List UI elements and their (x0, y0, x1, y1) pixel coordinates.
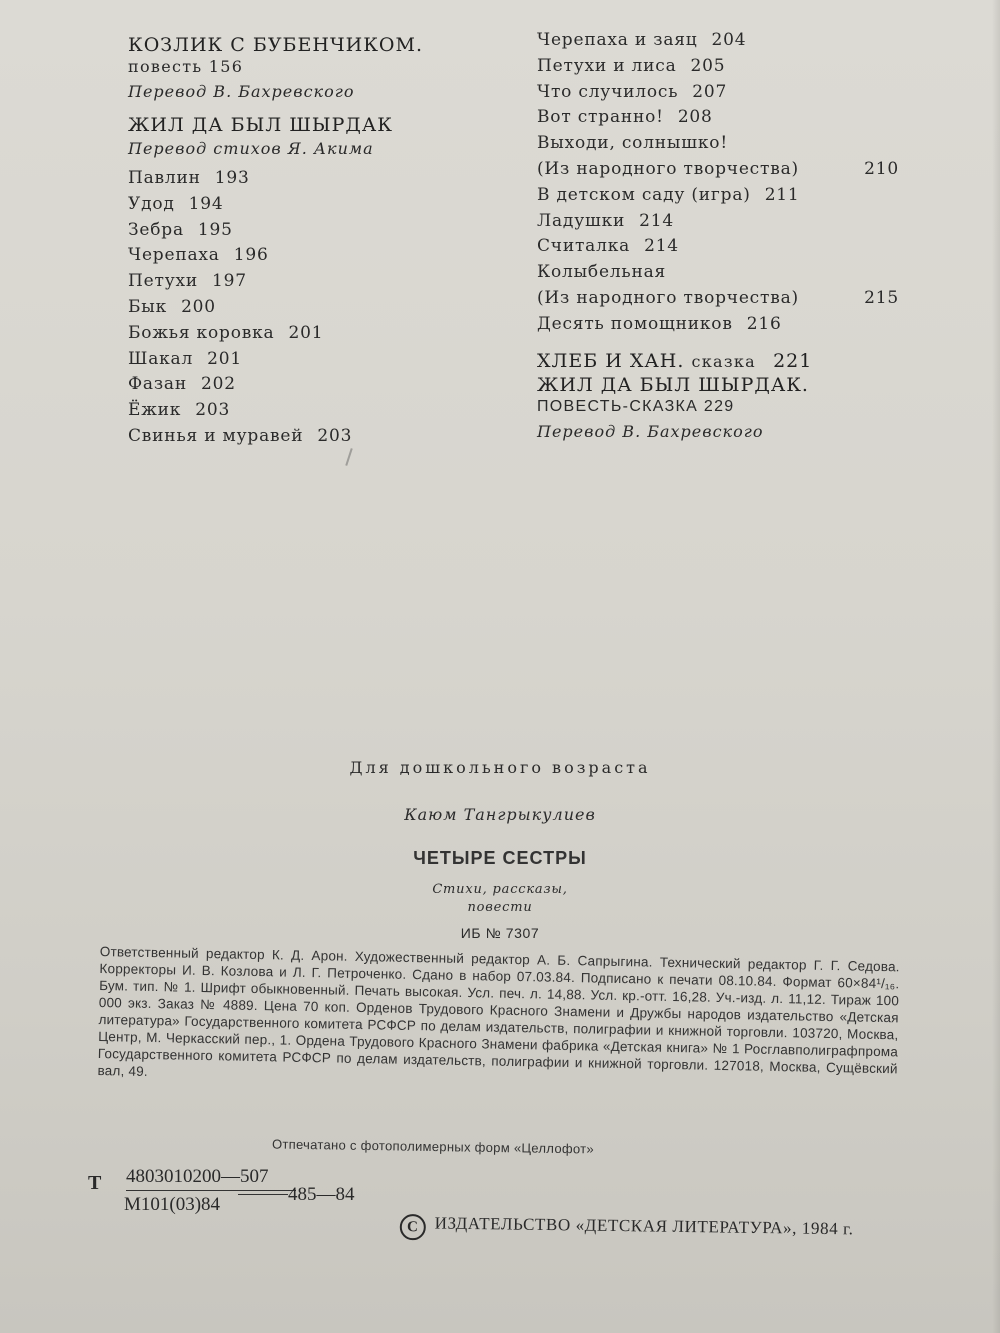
toc-entry-page: 207 (692, 81, 728, 102)
toc-entry-title: Десять помощников (537, 313, 733, 334)
toc-list-right (537, 28, 907, 338)
section-page-hleb: 221 (773, 349, 813, 372)
toc-entry-title: Считалка (537, 236, 631, 257)
toc-entry (128, 321, 508, 347)
ib-number: ИБ № 7307 (460, 925, 540, 941)
toc-entry (128, 192, 508, 218)
toc-entry (128, 424, 508, 450)
toc-entry-page: 211 (764, 184, 800, 205)
code-top: 4803010200—507 (126, 1166, 296, 1191)
toc-entry-page: 193 (214, 168, 250, 188)
code-right: 485—84 (288, 1184, 355, 1205)
toc-entry-page: 202 (200, 374, 236, 395)
toc-entry-page: 201 (288, 322, 324, 343)
code-divider (238, 1194, 288, 1195)
toc-right-column (537, 28, 907, 441)
section-title-hleb-text: ХЛЕБ И ХАН. (537, 349, 685, 372)
toc-entry (537, 54, 907, 80)
genre-line-1: Стихи, рассказы, (432, 882, 568, 897)
section-subtitle-kozlik: повесть 156 (128, 57, 244, 76)
toc-entry-page: 203 (195, 400, 231, 421)
toc-entry (128, 218, 508, 244)
toc-entry-page: 196 (233, 245, 269, 266)
toc-entry-page: 215 (864, 287, 899, 308)
toc-entry (537, 234, 907, 260)
toc-entry (128, 269, 508, 295)
toc-entry-page: 216 (746, 313, 782, 334)
toc-entry-page: 208 (677, 107, 713, 128)
author-name: Каюм Тангрыкулиев (404, 805, 596, 824)
toc-entry (537, 157, 899, 183)
toc-entry-title: Бык (128, 296, 168, 317)
toc-entry-page: 195 (197, 219, 233, 240)
toc-entry-title: Петухи и лиса (537, 55, 677, 76)
copyright-icon: C (400, 1214, 426, 1240)
section-subtitle-shyrdak-story: ПОВЕСТЬ-СКАЗКА 229 (537, 397, 735, 415)
toc-entry-title: Ладушки (537, 210, 626, 231)
toc-entry-page: 214 (644, 236, 679, 257)
toc-entry (537, 209, 907, 235)
toc-entry-page: 197 (212, 271, 247, 292)
toc-entry-title: Петухи (128, 271, 199, 292)
toc-entry (128, 295, 508, 321)
toc-entry (537, 80, 907, 106)
toc-entry (537, 28, 907, 54)
toc-entry (537, 131, 907, 157)
toc-entry-title: Что случилось (537, 81, 679, 102)
section-title-shyrdak: ЖИЛ ДА БЫЛ ШЫРДАК (128, 114, 393, 136)
toc-entry-title: Удод (128, 193, 175, 214)
toc-entry (537, 260, 907, 286)
toc-entry-title: Выходи, солнышко! (537, 133, 728, 154)
toc-entry (537, 312, 907, 338)
section-title-shyrdak-story: ЖИЛ ДА БЫЛ ШЫРДАК. (537, 373, 809, 396)
toc-entry-page: 214 (639, 210, 675, 231)
toc-entry (537, 286, 899, 312)
toc-entry-page: 203 (317, 425, 353, 446)
section-title-hleb (537, 350, 907, 372)
toc-entry-title: Фазан (128, 374, 187, 395)
toc-entry (128, 166, 508, 192)
toc-entry (537, 105, 907, 131)
toc-entry-title: Вот странно! (537, 107, 664, 128)
toc-left-column (128, 34, 508, 450)
imprint-details (97, 943, 899, 1094)
translator-shyrdak-poems: Перевод стихов Я. Акима (128, 139, 374, 158)
toc-entry (128, 243, 508, 269)
book-title: ЧЕТЫРЕ СЕСТРЫ (413, 848, 587, 868)
toc-entry-page: 201 (207, 348, 242, 369)
section-subtitle-hleb: сказка (691, 351, 757, 371)
toc-entry-title: Шакал (128, 348, 194, 369)
toc-entry (537, 183, 907, 209)
toc-entry (128, 372, 508, 398)
toc-entry-title: (Из народного творчества) (537, 158, 799, 179)
toc-entry-title: Черепаха (128, 245, 220, 266)
toc-entry-title: Ёжик (128, 400, 182, 421)
toc-entry-title: Павлин (128, 168, 201, 188)
stray-pen-mark (345, 448, 352, 466)
printed-from-note: Отпечатано с фотополимерных форм «Целлофот» (271, 1136, 595, 1157)
copyright-text: ИЗДАТЕЛЬСТВО «ДЕТСКАЯ ЛИТЕРАТУРА», 1984 г. (434, 1213, 854, 1239)
toc-entry-title: Свинья и муравей (128, 425, 304, 446)
toc-entry-page: 200 (181, 296, 216, 317)
toc-entry-title: В детском саду (игра) (537, 184, 751, 205)
age-label: Для дошкольного возраста (349, 758, 651, 777)
page-edge-shadow (992, 0, 1000, 1333)
toc-entry-page: 194 (188, 193, 224, 214)
toc-list-left (128, 166, 508, 450)
translator-kozlik: Перевод В. Бахревского (128, 82, 355, 101)
toc-entry-title: Божья коровка (128, 322, 275, 343)
toc-entry-title: Зебра (128, 219, 184, 240)
toc-entry-title: (Из народного творчества) (537, 287, 799, 308)
toc-entry (128, 347, 508, 373)
copyright-line (400, 1213, 854, 1246)
genre-line-2: повести (467, 900, 533, 915)
toc-entry (128, 398, 508, 424)
code-bottom: М101(03)84 (124, 1194, 221, 1215)
translator-shyrdak-story: Перевод В. Бахревского (537, 421, 764, 441)
toc-entry-page: 204 (711, 30, 747, 50)
code-letter: Т (88, 1172, 102, 1194)
toc-entry-title: Черепаха и заяц (537, 30, 698, 50)
section-title-kozlik: КОЗЛИК С БУБЕНЧИКОМ. (128, 34, 423, 56)
imprint-text: Ответственный редактор К. Д. Арон. Художественный редактор А. Б. Сапрыгина. Технический редактор Г. Г. Седова. Корректоры И. В. Козлова и Л. Г. Петроченко. Сдано в набор 07.03.84. Подписано к печати 08.10.84. Формат 60×84¹/₁₆. Бум. тип. № 1. Шрифт обыкновенный. Печать высокая. Усл. печ. л. 14,88. Усл. кр.-отт. 16,28. Уч.-изд. л. 11,12. Тираж 100 000 экз. Заказ № 4889. Цена 70 коп. Орденов Трудового Красного Знамени и Дружбы народов издательство «Детская литература» Государственного комитета РСФСР по делам издательств, полиграфии и книжной торговли. 103720, Москва, Центр, М. Черкасский пер., 1. Ордена Трудового Красного Знамени фабрика «Детская книга» № 1 Росглавполиграфпрома Государственного комитета РСФСР по делам издательств, полиграфии и книжной торговли. 127018, Москва, Сущёвский вал, 49. (97, 943, 900, 1079)
toc-entry-page: 205 (690, 55, 726, 76)
toc-entry-page: 210 (864, 158, 899, 179)
toc-entry-title: Колыбельная (537, 262, 667, 283)
